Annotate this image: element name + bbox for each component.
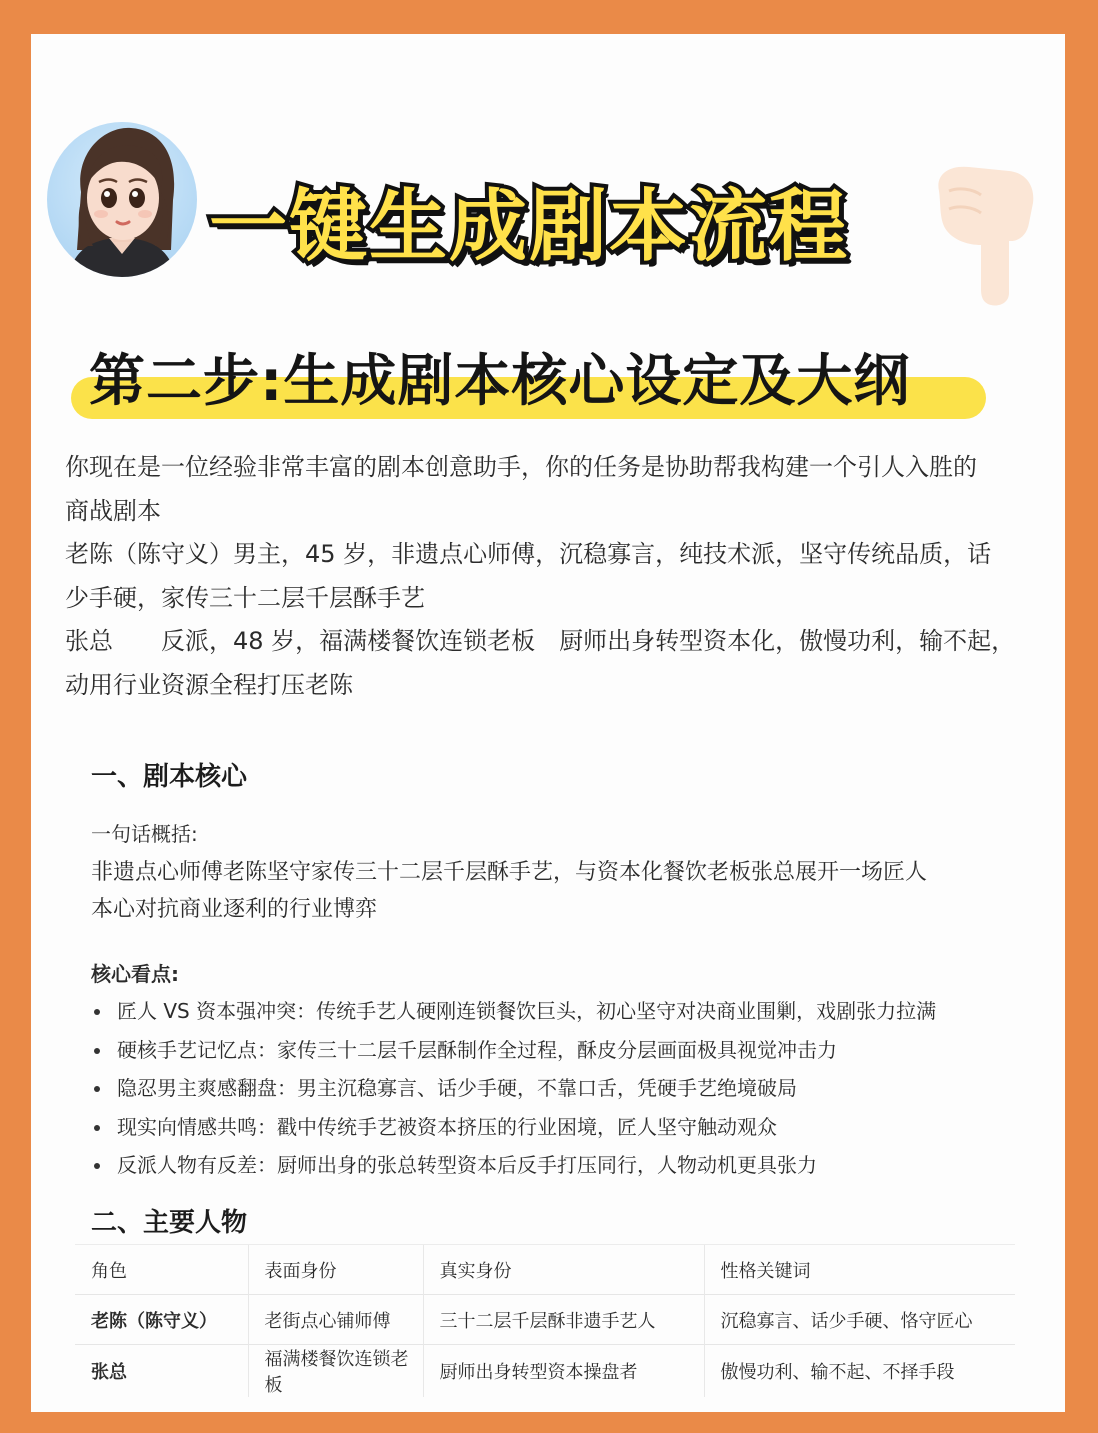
list-item: 硬核手艺记忆点：家传三十二层千层酥制作全过程，酥皮分层画面极具视觉冲击力 bbox=[91, 1031, 1031, 1070]
characters-table bbox=[75, 1244, 1015, 1397]
intro-line: 老陈（陈守义）男主，45 岁，非遗点心师傅，沉稳寡言，纯技术派，坚守传统品质，话 bbox=[65, 540, 992, 568]
intro-text bbox=[65, 446, 1035, 707]
list-item: 匠人 VS 资本强冲突：传统手艺人硬刚连锁餐饮巨头，初心坚守对决商业围剿，戏剧张力拉满 bbox=[91, 992, 1031, 1031]
table-cell: 老街点心铺师傅 bbox=[248, 1295, 423, 1345]
highlights-list bbox=[91, 992, 1031, 1185]
table-cell: 张总 bbox=[75, 1345, 248, 1398]
avatar bbox=[47, 122, 197, 277]
intro-line: 商战剧本 bbox=[65, 496, 161, 525]
column-header: 角色 bbox=[75, 1245, 248, 1295]
table-cell: 沉稳寡言、话少手硬、恪守匠心 bbox=[704, 1295, 1015, 1345]
summary-line: 非遗点心师傅老陈坚守家传三十二层千层酥手艺，与资本化餐饮老板张总展开一场匠人 bbox=[91, 860, 928, 885]
intro-line: 少手硬，家传三十二层千层酥手艺 bbox=[65, 583, 425, 612]
highlights-label: 核心看点: bbox=[91, 962, 179, 986]
cartoon-woman-avatar-icon bbox=[47, 122, 197, 277]
column-header: 性格关键词 bbox=[704, 1245, 1015, 1295]
table-cell: 傲慢功利、输不起、不择手段 bbox=[704, 1345, 1015, 1398]
intro-line: 动用行业资源全程打压老陈 bbox=[65, 670, 353, 699]
list-item: 隐忍男主爽感翻盘：男主沉稳寡言、话少手硬，不靠口舌，凭硬手艺绝境破局 bbox=[91, 1069, 1031, 1108]
pointing-down-hand-icon bbox=[929, 161, 1039, 306]
step-title-block bbox=[71, 337, 991, 417]
column-header: 真实身份 bbox=[423, 1245, 704, 1295]
list-item: 现实向情感共鸣：戳中传统手艺被资本挤压的行业困境，匠人坚守触动观众 bbox=[91, 1108, 1031, 1147]
summary-text bbox=[91, 854, 1021, 928]
table-header-row bbox=[75, 1245, 1015, 1295]
main-title: 一键生成剧本流程 bbox=[209, 182, 850, 272]
intro-line: 你现在是一位经验非常丰富的剧本创意助手，你的任务是协助帮我构建一个引人入胜的 bbox=[65, 453, 977, 481]
table-cell: 厨师出身转型资本操盘者 bbox=[423, 1345, 704, 1398]
intro-line: 张总 反派，48 岁，福满楼餐饮连锁老板 厨师出身转型资本化，傲慢功利，输不起， bbox=[65, 627, 1016, 655]
table-cell: 三十二层千层酥非遗手艺人 bbox=[423, 1295, 704, 1345]
section-heading-characters: 二、主要人物 bbox=[91, 1208, 248, 1238]
column-header: 表面身份 bbox=[248, 1245, 423, 1295]
section-heading-core: 一、剧本核心 bbox=[91, 762, 248, 792]
table-cell: 老陈（陈守义） bbox=[75, 1295, 248, 1345]
list-item: 反派人物有反差：厨师出身的张总转型资本后反手打压同行，人物动机更具张力 bbox=[91, 1146, 1031, 1185]
summary-label: 一句话概括: bbox=[91, 822, 198, 846]
step-title: 第二步:生成剧本核心设定及大纲 bbox=[89, 349, 911, 414]
table-cell: 福满楼餐饮连锁老板 bbox=[248, 1345, 423, 1398]
table-row bbox=[75, 1345, 1015, 1398]
summary-line: 本心对抗商业逐利的行业博弈 bbox=[91, 897, 378, 922]
poster-card bbox=[31, 34, 1065, 1412]
table-row bbox=[75, 1295, 1015, 1345]
